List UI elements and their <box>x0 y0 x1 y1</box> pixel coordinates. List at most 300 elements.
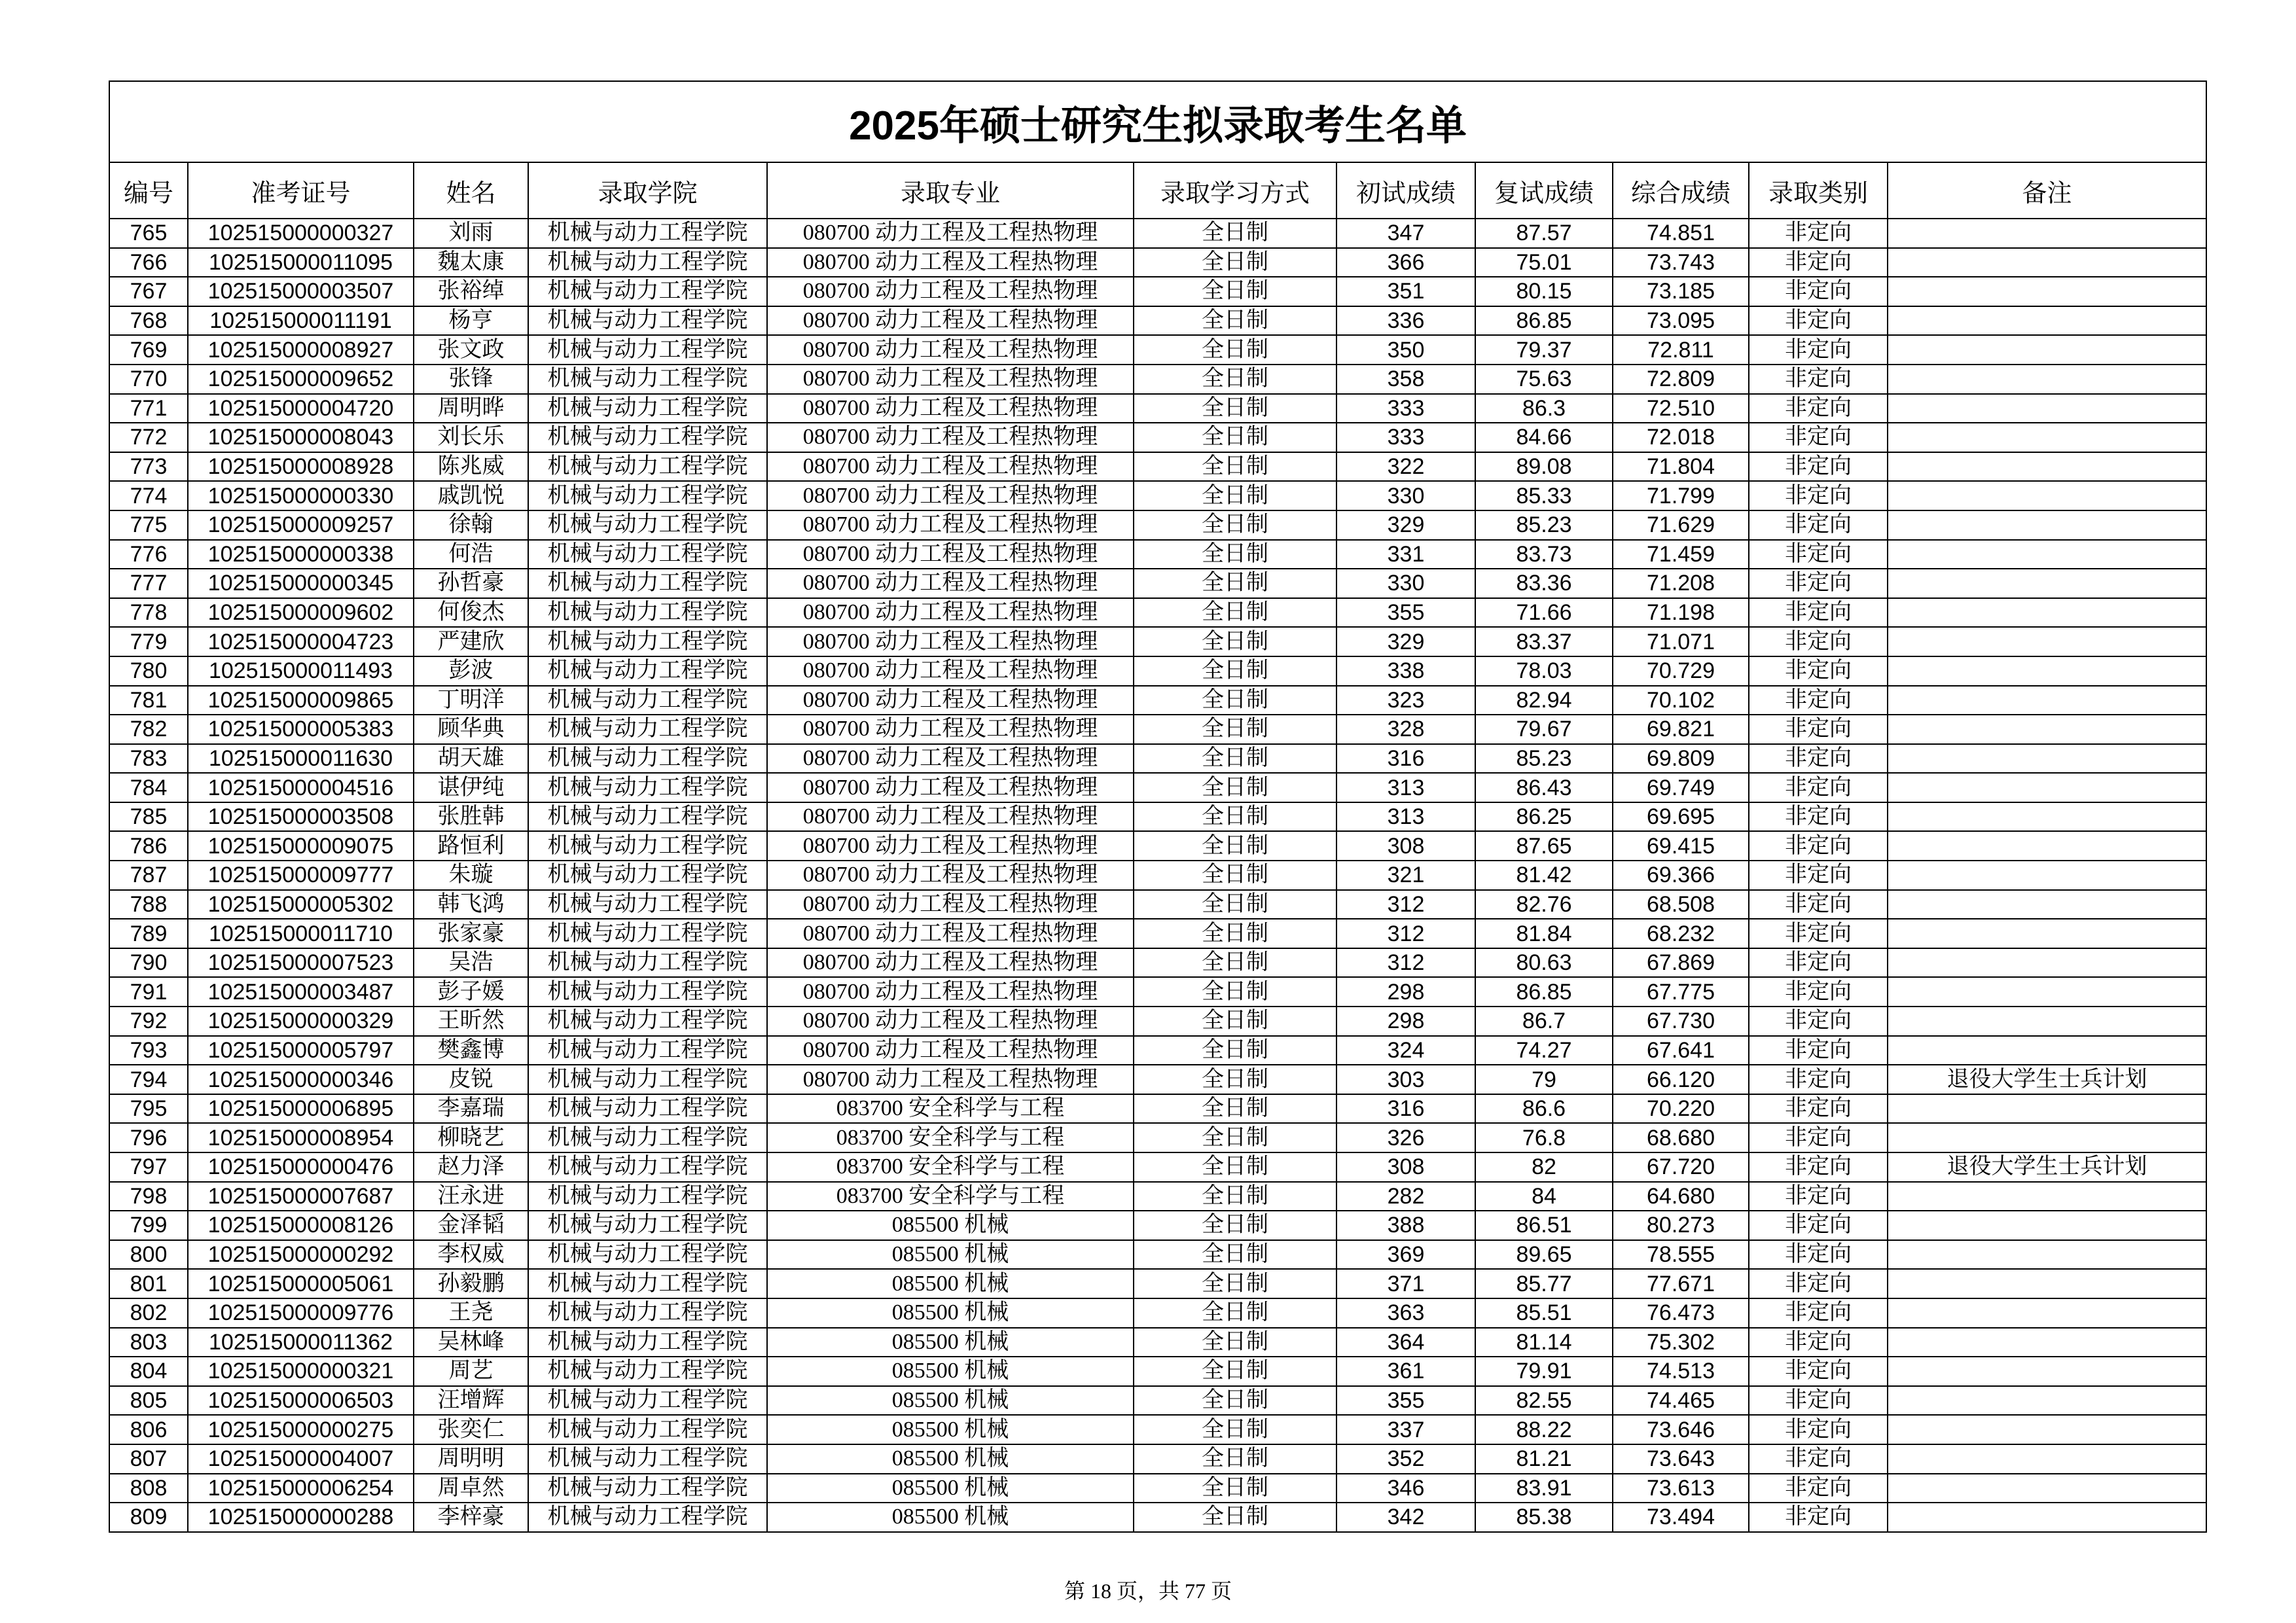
name-cell: 张文政 <box>414 335 528 365</box>
college-cell: 机械与动力工程学院 <box>528 1415 767 1444</box>
id-cell: 781 <box>109 686 188 715</box>
name-cell: 魏太康 <box>414 248 528 277</box>
exam-number-cell: 102515000007687 <box>188 1182 414 1211</box>
retest-score-cell: 85.77 <box>1475 1269 1613 1298</box>
table-row <box>109 1182 2206 1211</box>
admission-table <box>109 80 2207 1533</box>
exam-number-cell: 102515000009777 <box>188 861 414 890</box>
exam-number-cell: 102515000000321 <box>188 1357 414 1386</box>
remarks-cell <box>1888 1328 2206 1357</box>
remarks-cell <box>1888 656 2206 686</box>
table-row <box>109 1152 2206 1182</box>
id-cell: 771 <box>109 394 188 423</box>
college-cell: 机械与动力工程学院 <box>528 1152 767 1182</box>
id-cell: 800 <box>109 1240 188 1270</box>
total-score-cell: 73.643 <box>1613 1444 1749 1474</box>
total-score-cell: 69.695 <box>1613 802 1749 832</box>
exam-number-cell: 102515000011710 <box>188 919 414 948</box>
study-mode-cell: 全日制 <box>1134 656 1336 686</box>
id-cell: 768 <box>109 306 188 336</box>
name-cell: 胡天雄 <box>414 744 528 774</box>
name-cell: 王昕然 <box>414 1007 528 1036</box>
name-cell: 柳晓艺 <box>414 1123 528 1152</box>
exam-number-cell: 102515000008928 <box>188 452 414 482</box>
initial-score-cell: 329 <box>1336 510 1475 540</box>
exam-number-cell: 102515000000292 <box>188 1240 414 1270</box>
college-cell: 机械与动力工程学院 <box>528 423 767 452</box>
exam-number-cell: 102515000011095 <box>188 248 414 277</box>
exam-number-cell: 102515000004720 <box>188 394 414 423</box>
remarks-cell <box>1888 1240 2206 1270</box>
major-cell: 080700 动力工程及工程热物理 <box>767 598 1134 628</box>
category-cell: 非定向 <box>1749 569 1888 598</box>
initial-score-cell: 336 <box>1336 306 1475 336</box>
retest-score-cell: 79.67 <box>1475 715 1613 744</box>
exam-number-cell: 102515000009776 <box>188 1298 414 1328</box>
retest-score-cell: 81.21 <box>1475 1444 1613 1474</box>
id-cell: 796 <box>109 1123 188 1152</box>
college-cell: 机械与动力工程学院 <box>528 394 767 423</box>
initial-score-cell: 312 <box>1336 948 1475 978</box>
study-mode-cell: 全日制 <box>1134 1357 1336 1386</box>
total-score-cell: 71.208 <box>1613 569 1749 598</box>
retest-score-cell: 87.57 <box>1475 219 1613 248</box>
category-cell: 非定向 <box>1749 1007 1888 1036</box>
name-cell: 吴浩 <box>414 948 528 978</box>
remarks-cell <box>1888 1094 2206 1124</box>
college-cell: 机械与动力工程学院 <box>528 365 767 394</box>
name-cell: 汪增辉 <box>414 1386 528 1416</box>
major-cell: 080700 动力工程及工程热物理 <box>767 890 1134 919</box>
id-cell: 801 <box>109 1269 188 1298</box>
remarks-cell <box>1888 1503 2206 1532</box>
id-cell: 779 <box>109 627 188 656</box>
id-cell: 780 <box>109 656 188 686</box>
exam-number-cell: 102515000007523 <box>188 948 414 978</box>
category-cell: 非定向 <box>1749 219 1888 248</box>
total-score-cell: 74.465 <box>1613 1386 1749 1416</box>
name-cell: 周艺 <box>414 1357 528 1386</box>
retest-score-cell: 84.66 <box>1475 423 1613 452</box>
category-cell: 非定向 <box>1749 248 1888 277</box>
total-score-cell: 77.671 <box>1613 1269 1749 1298</box>
id-cell: 766 <box>109 248 188 277</box>
initial-score-cell: 312 <box>1336 919 1475 948</box>
initial-score-cell: 321 <box>1336 861 1475 890</box>
remarks-cell <box>1888 481 2206 510</box>
study-mode-cell: 全日制 <box>1134 1474 1336 1503</box>
remarks-cell <box>1888 1269 2206 1298</box>
major-cell: 085500 机械 <box>767 1328 1134 1357</box>
id-cell: 802 <box>109 1298 188 1328</box>
initial-score-cell: 308 <box>1336 1152 1475 1182</box>
total-score-cell: 72.018 <box>1613 423 1749 452</box>
initial-score-cell: 323 <box>1336 686 1475 715</box>
college-cell: 机械与动力工程学院 <box>528 277 767 306</box>
name-cell: 刘雨 <box>414 219 528 248</box>
exam-number-cell: 102515000008927 <box>188 335 414 365</box>
total-score-cell: 80.273 <box>1613 1211 1749 1240</box>
exam-number-cell: 102515000000288 <box>188 1503 414 1532</box>
table-row <box>109 1357 2206 1386</box>
category-cell: 非定向 <box>1749 686 1888 715</box>
major-cell: 080700 动力工程及工程热物理 <box>767 1007 1134 1036</box>
major-cell: 080700 动力工程及工程热物理 <box>767 627 1134 656</box>
category-cell: 非定向 <box>1749 1094 1888 1124</box>
total-score-cell: 73.646 <box>1613 1415 1749 1444</box>
initial-score-cell: 364 <box>1336 1328 1475 1357</box>
category-cell: 非定向 <box>1749 977 1888 1007</box>
initial-score-cell: 298 <box>1336 977 1475 1007</box>
name-cell: 路恒利 <box>414 831 528 861</box>
study-mode-cell: 全日制 <box>1134 627 1336 656</box>
table-row <box>109 1444 2206 1474</box>
name-cell: 孙毅鹏 <box>414 1269 528 1298</box>
category-cell: 非定向 <box>1749 365 1888 394</box>
header-col-college: 录取学院 <box>528 162 767 219</box>
total-score-cell: 73.494 <box>1613 1503 1749 1532</box>
major-cell: 080700 动力工程及工程热物理 <box>767 540 1134 569</box>
page-number-footer: 第 18 页，共 77 页 <box>1064 1579 1232 1603</box>
study-mode-cell: 全日制 <box>1134 1328 1336 1357</box>
remarks-cell <box>1888 306 2206 336</box>
id-cell: 806 <box>109 1415 188 1444</box>
name-cell: 谌伊纯 <box>414 773 528 802</box>
id-cell: 778 <box>109 598 188 628</box>
table-row <box>109 335 2206 365</box>
exam-number-cell: 102515000003487 <box>188 977 414 1007</box>
id-cell: 777 <box>109 569 188 598</box>
study-mode-cell: 全日制 <box>1134 1211 1336 1240</box>
remarks-cell <box>1888 1474 2206 1503</box>
initial-score-cell: 337 <box>1336 1415 1475 1444</box>
table-row <box>109 1123 2206 1152</box>
college-cell: 机械与动力工程学院 <box>528 1328 767 1357</box>
major-cell: 083700 安全科学与工程 <box>767 1123 1134 1152</box>
name-cell: 樊鑫博 <box>414 1036 528 1065</box>
name-cell: 徐翰 <box>414 510 528 540</box>
retest-score-cell: 74.27 <box>1475 1036 1613 1065</box>
name-cell: 孙哲豪 <box>414 569 528 598</box>
major-cell: 085500 机械 <box>767 1298 1134 1328</box>
name-cell: 何俊杰 <box>414 598 528 628</box>
id-cell: 794 <box>109 1065 188 1094</box>
remarks-cell <box>1888 977 2206 1007</box>
college-cell: 机械与动力工程学院 <box>528 598 767 628</box>
total-score-cell: 70.102 <box>1613 686 1749 715</box>
retest-score-cell: 80.15 <box>1475 277 1613 306</box>
header-col-name: 姓名 <box>414 162 528 219</box>
category-cell: 非定向 <box>1749 1357 1888 1386</box>
study-mode-cell: 全日制 <box>1134 540 1336 569</box>
retest-score-cell: 76.8 <box>1475 1123 1613 1152</box>
study-mode-cell: 全日制 <box>1134 948 1336 978</box>
major-cell: 080700 动力工程及工程热物理 <box>767 569 1134 598</box>
exam-number-cell: 102515000003508 <box>188 802 414 832</box>
retest-score-cell: 83.37 <box>1475 627 1613 656</box>
total-score-cell: 69.415 <box>1613 831 1749 861</box>
name-cell: 张奕仁 <box>414 1415 528 1444</box>
total-score-cell: 67.730 <box>1613 1007 1749 1036</box>
study-mode-cell: 全日制 <box>1134 1065 1336 1094</box>
exam-number-cell: 102515000005302 <box>188 890 414 919</box>
category-cell: 非定向 <box>1749 1269 1888 1298</box>
remarks-cell <box>1888 423 2206 452</box>
retest-score-cell: 84 <box>1475 1182 1613 1211</box>
major-cell: 080700 动力工程及工程热物理 <box>767 306 1134 336</box>
table-header-row <box>109 162 2206 219</box>
table-row <box>109 1094 2206 1124</box>
name-cell: 吴林峰 <box>414 1328 528 1357</box>
total-score-cell: 68.232 <box>1613 919 1749 948</box>
study-mode-cell: 全日制 <box>1134 686 1336 715</box>
total-score-cell: 69.809 <box>1613 744 1749 774</box>
major-cell: 085500 机械 <box>767 1240 1134 1270</box>
id-cell: 809 <box>109 1503 188 1532</box>
retest-score-cell: 81.14 <box>1475 1328 1613 1357</box>
total-score-cell: 72.510 <box>1613 394 1749 423</box>
table-row <box>109 1065 2206 1094</box>
retest-score-cell: 86.85 <box>1475 306 1613 336</box>
major-cell: 080700 动力工程及工程热物理 <box>767 977 1134 1007</box>
table-row <box>109 744 2206 774</box>
retest-score-cell: 82 <box>1475 1152 1613 1182</box>
college-cell: 机械与动力工程学院 <box>528 1503 767 1532</box>
study-mode-cell: 全日制 <box>1134 1269 1336 1298</box>
retest-score-cell: 86.43 <box>1475 773 1613 802</box>
name-cell: 周明明 <box>414 1444 528 1474</box>
category-cell: 非定向 <box>1749 773 1888 802</box>
college-cell: 机械与动力工程学院 <box>528 1211 767 1240</box>
study-mode-cell: 全日制 <box>1134 831 1336 861</box>
id-cell: 785 <box>109 802 188 832</box>
major-cell: 080700 动力工程及工程热物理 <box>767 335 1134 365</box>
id-cell: 772 <box>109 423 188 452</box>
name-cell: 周卓然 <box>414 1474 528 1503</box>
total-score-cell: 67.720 <box>1613 1152 1749 1182</box>
initial-score-cell: 331 <box>1336 540 1475 569</box>
exam-number-cell: 102515000008954 <box>188 1123 414 1152</box>
initial-score-cell: 366 <box>1336 248 1475 277</box>
retest-score-cell: 86.7 <box>1475 1007 1613 1036</box>
remarks-cell <box>1888 569 2206 598</box>
table-row <box>109 219 2206 248</box>
college-cell: 机械与动力工程学院 <box>528 1094 767 1124</box>
name-cell: 严建欣 <box>414 627 528 656</box>
table-row <box>109 306 2206 336</box>
category-cell: 非定向 <box>1749 1474 1888 1503</box>
table-row <box>109 686 2206 715</box>
category-cell: 非定向 <box>1749 919 1888 948</box>
id-cell: 786 <box>109 831 188 861</box>
major-cell: 080700 动力工程及工程热物理 <box>767 773 1134 802</box>
table-body <box>109 219 2206 1532</box>
id-cell: 775 <box>109 510 188 540</box>
id-cell: 790 <box>109 948 188 978</box>
name-cell: 李嘉瑞 <box>414 1094 528 1124</box>
major-cell: 080700 动力工程及工程热物理 <box>767 1036 1134 1065</box>
study-mode-cell: 全日制 <box>1134 1415 1336 1444</box>
id-cell: 793 <box>109 1036 188 1065</box>
total-score-cell: 70.729 <box>1613 656 1749 686</box>
initial-score-cell: 333 <box>1336 394 1475 423</box>
remarks-cell <box>1888 686 2206 715</box>
total-score-cell: 67.869 <box>1613 948 1749 978</box>
table-row <box>109 890 2206 919</box>
total-score-cell: 69.366 <box>1613 861 1749 890</box>
table-row <box>109 277 2206 306</box>
category-cell: 非定向 <box>1749 1444 1888 1474</box>
table-row <box>109 1474 2206 1503</box>
study-mode-cell: 全日制 <box>1134 394 1336 423</box>
exam-number-cell: 102515000003507 <box>188 277 414 306</box>
table-row <box>109 831 2206 861</box>
retest-score-cell: 86.25 <box>1475 802 1613 832</box>
remarks-cell <box>1888 773 2206 802</box>
page-title: 2025年硕士研究生拟录取考生名单 <box>109 81 2206 162</box>
exam-number-cell: 102515000000476 <box>188 1152 414 1182</box>
name-cell: 张家豪 <box>414 919 528 948</box>
remarks-cell <box>1888 627 2206 656</box>
category-cell: 非定向 <box>1749 277 1888 306</box>
id-cell: 770 <box>109 365 188 394</box>
header-col-exam-number: 准考证号 <box>188 162 414 219</box>
major-cell: 085500 机械 <box>767 1386 1134 1416</box>
table-row <box>109 802 2206 832</box>
study-mode-cell: 全日制 <box>1134 1007 1336 1036</box>
initial-score-cell: 313 <box>1336 802 1475 832</box>
remarks-cell <box>1888 890 2206 919</box>
major-cell: 085500 机械 <box>767 1269 1134 1298</box>
category-cell: 非定向 <box>1749 481 1888 510</box>
remarks-cell <box>1888 335 2206 365</box>
retest-score-cell: 82.94 <box>1475 686 1613 715</box>
major-cell: 080700 动力工程及工程热物理 <box>767 452 1134 482</box>
table-row <box>109 1269 2206 1298</box>
name-cell: 陈兆威 <box>414 452 528 482</box>
initial-score-cell: 351 <box>1336 277 1475 306</box>
college-cell: 机械与动力工程学院 <box>528 1123 767 1152</box>
initial-score-cell: 355 <box>1336 598 1475 628</box>
id-cell: 784 <box>109 773 188 802</box>
remarks-cell <box>1888 1123 2206 1152</box>
college-cell: 机械与动力工程学院 <box>528 773 767 802</box>
category-cell: 非定向 <box>1749 598 1888 628</box>
college-cell: 机械与动力工程学院 <box>528 1182 767 1211</box>
remarks-cell <box>1888 802 2206 832</box>
retest-score-cell: 75.01 <box>1475 248 1613 277</box>
initial-score-cell: 363 <box>1336 1298 1475 1328</box>
id-cell: 805 <box>109 1386 188 1416</box>
total-score-cell: 71.459 <box>1613 540 1749 569</box>
college-cell: 机械与动力工程学院 <box>528 861 767 890</box>
study-mode-cell: 全日制 <box>1134 890 1336 919</box>
study-mode-cell: 全日制 <box>1134 1503 1336 1532</box>
table-row <box>109 540 2206 569</box>
remarks-cell <box>1888 1415 2206 1444</box>
study-mode-cell: 全日制 <box>1134 861 1336 890</box>
category-cell: 非定向 <box>1749 1211 1888 1240</box>
id-cell: 807 <box>109 1444 188 1474</box>
college-cell: 机械与动力工程学院 <box>528 744 767 774</box>
retest-score-cell: 81.84 <box>1475 919 1613 948</box>
category-cell: 非定向 <box>1749 452 1888 482</box>
id-cell: 795 <box>109 1094 188 1124</box>
total-score-cell: 71.799 <box>1613 481 1749 510</box>
college-cell: 机械与动力工程学院 <box>528 452 767 482</box>
initial-score-cell: 330 <box>1336 481 1475 510</box>
name-cell: 朱璇 <box>414 861 528 890</box>
major-cell: 080700 动力工程及工程热物理 <box>767 277 1134 306</box>
table-row <box>109 510 2206 540</box>
study-mode-cell: 全日制 <box>1134 510 1336 540</box>
name-cell: 何浩 <box>414 540 528 569</box>
id-cell: 767 <box>109 277 188 306</box>
total-score-cell: 71.629 <box>1613 510 1749 540</box>
study-mode-cell: 全日制 <box>1134 452 1336 482</box>
table-row <box>109 598 2206 628</box>
category-cell: 非定向 <box>1749 890 1888 919</box>
id-cell: 808 <box>109 1474 188 1503</box>
remarks-cell <box>1888 1007 2206 1036</box>
header-col-study-mode: 录取学习方式 <box>1134 162 1336 219</box>
table-row <box>109 1240 2206 1270</box>
admission-list-sheet <box>109 80 2206 1533</box>
name-cell: 杨亨 <box>414 306 528 336</box>
exam-number-cell: 102515000008126 <box>188 1211 414 1240</box>
total-score-cell: 67.775 <box>1613 977 1749 1007</box>
table-row <box>109 861 2206 890</box>
major-cell: 085500 机械 <box>767 1211 1134 1240</box>
id-cell: 773 <box>109 452 188 482</box>
exam-number-cell: 102515000000330 <box>188 481 414 510</box>
id-cell: 799 <box>109 1211 188 1240</box>
name-cell: 金泽韬 <box>414 1211 528 1240</box>
table-row <box>109 773 2206 802</box>
category-cell: 非定向 <box>1749 656 1888 686</box>
total-score-cell: 73.185 <box>1613 277 1749 306</box>
college-cell: 机械与动力工程学院 <box>528 1357 767 1386</box>
study-mode-cell: 全日制 <box>1134 569 1336 598</box>
college-cell: 机械与动力工程学院 <box>528 1474 767 1503</box>
total-score-cell: 69.749 <box>1613 773 1749 802</box>
header-col-category: 录取类别 <box>1749 162 1888 219</box>
major-cell: 080700 动力工程及工程热物理 <box>767 510 1134 540</box>
exam-number-cell: 102515000009865 <box>188 686 414 715</box>
retest-score-cell: 89.08 <box>1475 452 1613 482</box>
exam-number-cell: 102515000011191 <box>188 306 414 336</box>
total-score-cell: 67.641 <box>1613 1036 1749 1065</box>
total-score-cell: 76.473 <box>1613 1298 1749 1328</box>
table-row <box>109 1007 2206 1036</box>
retest-score-cell: 83.36 <box>1475 569 1613 598</box>
total-score-cell: 71.198 <box>1613 598 1749 628</box>
retest-score-cell: 79.37 <box>1475 335 1613 365</box>
remarks-cell: 退役大学生士兵计划 <box>1888 1152 2206 1182</box>
total-score-cell: 69.821 <box>1613 715 1749 744</box>
college-cell: 机械与动力工程学院 <box>528 1386 767 1416</box>
retest-score-cell: 82.55 <box>1475 1386 1613 1416</box>
exam-number-cell: 102515000006895 <box>188 1094 414 1124</box>
study-mode-cell: 全日制 <box>1134 1298 1336 1328</box>
remarks-cell <box>1888 1211 2206 1240</box>
major-cell: 080700 动力工程及工程热物理 <box>767 948 1134 978</box>
category-cell: 非定向 <box>1749 423 1888 452</box>
retest-score-cell: 86.3 <box>1475 394 1613 423</box>
exam-number-cell: 102515000000345 <box>188 569 414 598</box>
exam-number-cell: 102515000009602 <box>188 598 414 628</box>
name-cell: 戚凯悦 <box>414 481 528 510</box>
